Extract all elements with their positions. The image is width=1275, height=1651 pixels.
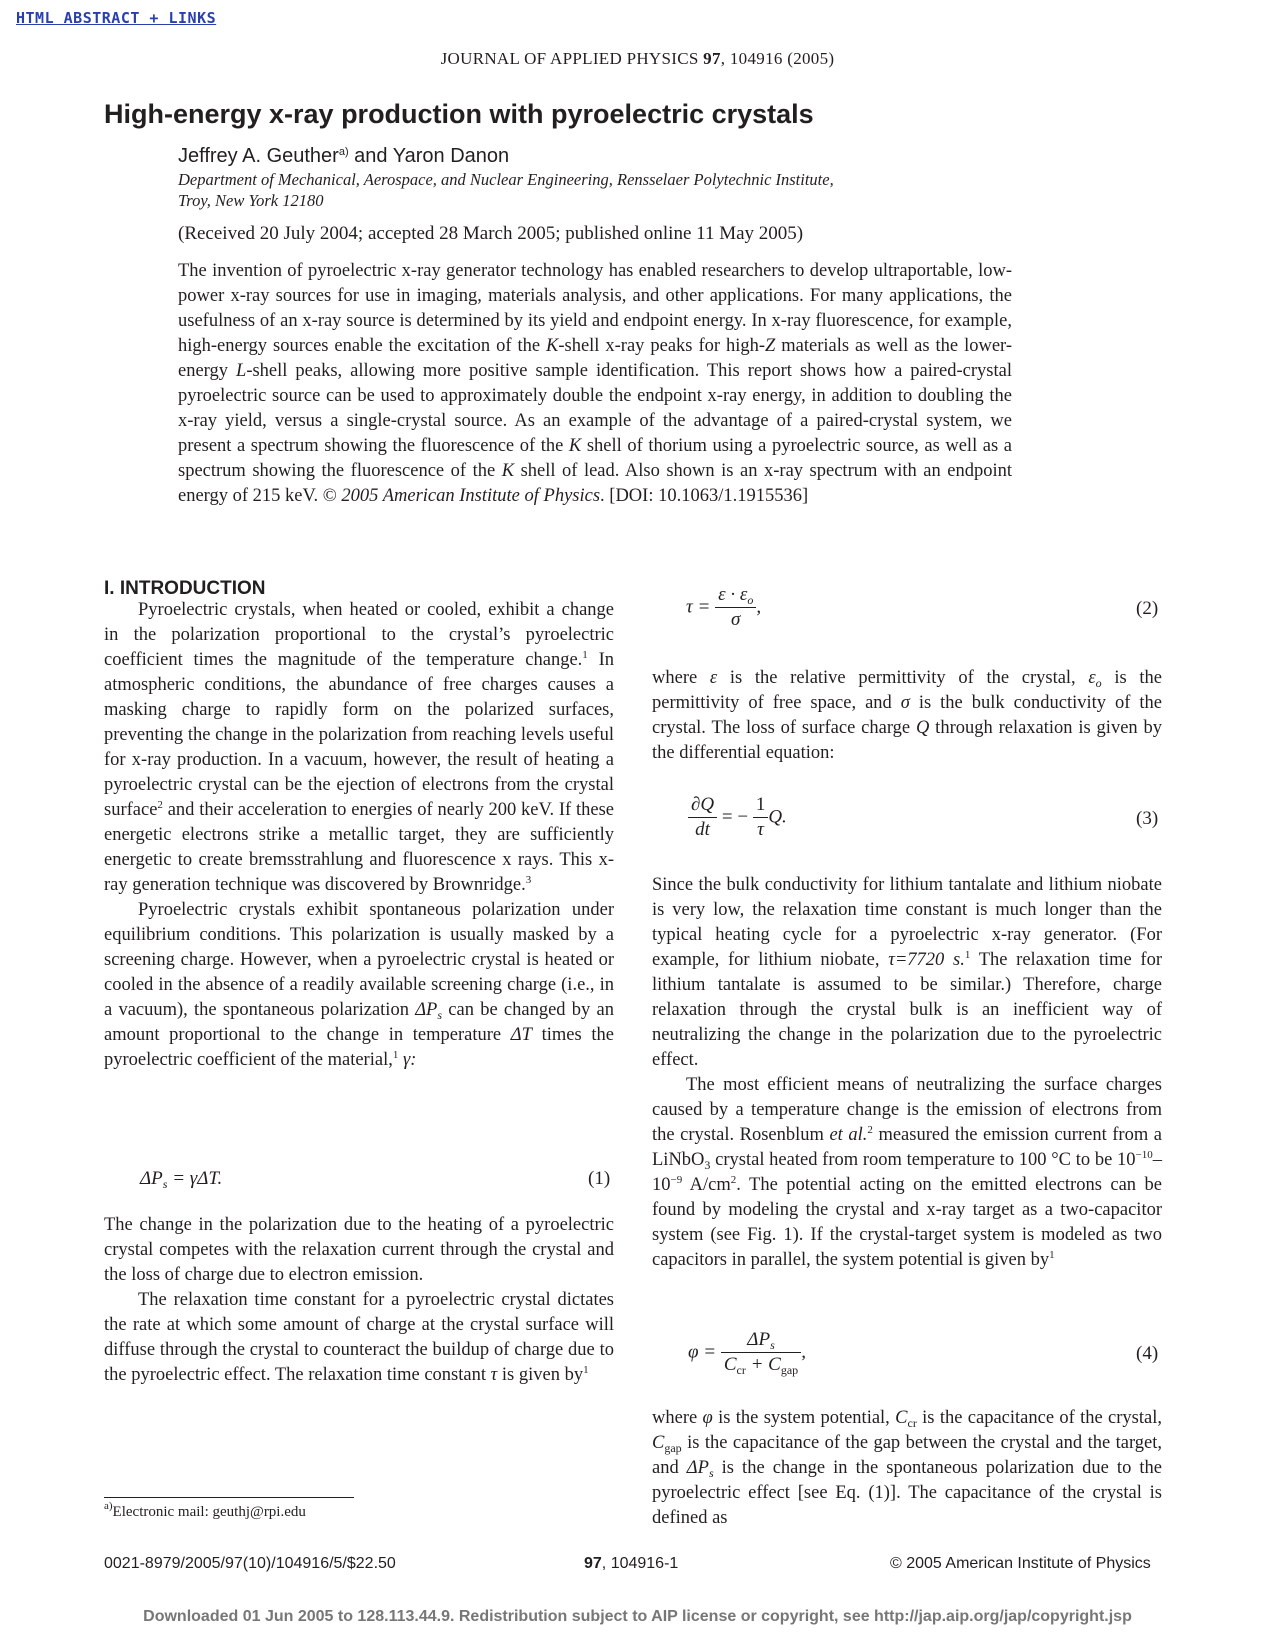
footnote-rule xyxy=(104,1497,354,1498)
equation-4: φ = $\frac{\Delta P_s}{C_{cr} + C_{gap}}$ , xyxy=(688,1329,806,1377)
author-1-mark: a) xyxy=(338,146,349,158)
equation-4-number: (4) xyxy=(1136,1343,1159,1364)
author-1: Jeffrey A. Geuther xyxy=(178,145,339,167)
right-column-para-2: Since the bulk conductivity for lithium tantalate and lithium niobate is very low, the relaxation time constant is much longer than the typical heating cycle for a pyroelectric x-ray generator. (For example, for lithium niobate, τ=7720 s.$^1$ The relaxation time for lithium tantalate is assumed to be similar.) Therefore, charge relaxation through the crystal bulk is an inefficient way of neutralizing the change in the polarization due to the pyroelectric effect. The most efficient means of neutralizing the surface charges caused by a temperature change is the emission of electrons from the crystal. Rosenblum et al.$^2$ measured the emission current from a LiNbO$_3$ crystal heated from room temperature to 100 °C to be $10^{-10}-10^{-9}$ $A/cm^2$. The potential acting on the emitted electrons can be found by modeling the crystal and x-ray target as a two-capacitor system (see Fig. 1). If the crystal-target system is modeled as two capacitors in parallel, the system potential is given $by^1$ xyxy=(652,875,1162,1270)
affiliation xyxy=(178,169,834,211)
abstract: The invention of pyroelectric x-ray generator technology has enabled researchers to develop ultraportable, low-power x-ray sources for use in imaging, materials analysis, and other applications. For many applications, the usefulness of an x-ray source is determined by its yield and endpoint energy. In x-ray fluorescence, for example, high-energy sources enable the excitation of the K-shell x-ray peaks for high-Z materials as well as the lower-energy L-shell peaks, allowing more positive sample identification. This report shows how a paired-crystal pyroelectric source can be used to approximately double the endpoint x-ray energy, in addition to doubling the x-ray yield, versus a single-crystal source. As an example of the advantage of a paired-crystal system, we present a spectrum showing the fluorescence of the K shell of thorium using a pyroelectric source, as well as a spectrum showing the fluorescence of the K shell of lead. Also shown is an x-ray spectrum with an endpoint energy of 215 keV. © 2005 American Institute of Physics. [DOI: 10.1063/1.1915536] xyxy=(178,261,1013,506)
paper-title: High-energy x-ray production with pyroelectric crystals xyxy=(104,99,814,129)
footer-issn: 0021-8979/2005/97(10)/104916/5/$22.50 xyxy=(104,1555,396,1572)
download-notice: Downloaded 01 Jun 2005 to 128.113.44.9. Redistribution subject to AIP license or copyright, see http://jap.aip.org/jap/copyright.jsp xyxy=(143,1608,1132,1625)
authors xyxy=(178,145,509,168)
equation-3-number: (3) xyxy=(1136,808,1159,829)
equation-2-number: (2) xyxy=(1136,598,1159,619)
received-dates: (Received 20 July 2004; accepted 28 March 2005; published online 11 May 2005) xyxy=(178,223,804,244)
journal-name: JOURNAL OF APPLIED PHYSICS xyxy=(440,49,699,68)
html-abstract-links[interactable]: HTML ABSTRACT + LINKS xyxy=(16,9,217,27)
affiliation-line-1: Department of Mechanical, Aerospace, and Nuclear Engineering, Rensselaer Polytechnic Institute, xyxy=(178,170,834,189)
left-column-para-1: Pyroelectric crystals, when heated or cooled, exhibit a change in the polarization proportional to the crystal’s pyroelectric coefficient times the magnitude of the temperature change.$^1$ In atmospheric conditions, the abundance of free charges causes a masking charge to rapidly form on the polarized surfaces, preventing the change in the polarization from reaching levels useful for x-ray production. In a vacuum, however, the result of heating a pyroelectric crystal can be the ejection of electrons from the crystal surface$^2$ and their acceleration to energies of nearly 200 keV. If these energetic electrons strike a metallic target, they are sufficiently energetic to create bremsstrahlung and fluorescence x rays. This x-ray generation technique was discovered by Brownridge.$^3$ Pyroelectric crystals exhibit spontaneous polarization under equilibrium conditions. This polarization is usually masked by a screening charge. However, when a pyroelectric crystal is heated or cooled in the absence of a readily available screening charge (i.e., in a vacuum), the spontaneous polarization $\Delta P_s$ can be changed by an amount proportional to the change in temperature ΔT times the pyroelectric coefficient of the material,$^1$ γ: xyxy=(104,600,614,1070)
section-heading-introduction: I. INTRODUCTION xyxy=(104,578,266,599)
equation-3: $\frac{\partial Q}{dt}$ = − $\frac{1}{\tau}$ Q. xyxy=(688,793,787,842)
equation-2: τ = $\frac{\varepsilon \cdot \varepsilon_o}{\sigma}$ , xyxy=(686,584,762,630)
author-2: and Yaron Danon xyxy=(348,145,510,167)
equation-1-number: (1) xyxy=(588,1168,611,1189)
right-column-para-3: where φ is the system potential, $C_{cr}$ is the capacitance of the crystal, $C_{gap}$ is the capacitance of the gap between the crystal and the target, and $\Delta P_s$ is the change in the spontaneous polarization due to the pyroelectric effect [see Eq. (1)]. The capacitance of the crystal is defined as xyxy=(652,1408,1162,1528)
equation-1: $\Delta P_s = \gamma\Delta T$. xyxy=(140,1168,223,1191)
journal-header xyxy=(0,49,1275,69)
journal-volume: 97 xyxy=(703,49,721,68)
left-column-para-3: The change in the polarization due to the heating of a pyroelectric crystal competes with the relaxation current through the crystal and the loss of charge due to electron emission. The relaxation time constant for a pyroelectric crystal dictates the rate at which some amount of charge at the crystal surface will diffuse through the crystal to counteract the buildup of charge due to the pyroelectric effect. The relaxation time constant τ is given $by^1$ xyxy=(104,1215,614,1385)
affiliation-line-2: Troy, New York 12180 xyxy=(178,191,324,210)
footnote: $^{a)}$Electronic mail: geuthj@rpi.edu xyxy=(104,1500,306,1520)
footer-page: 97, 104916-1 xyxy=(584,1555,679,1572)
footer-copyright: © 2005 American Institute of Physics xyxy=(890,1555,1151,1572)
journal-citation: , 104916 (2005) xyxy=(720,49,835,68)
right-column-para-1: where ε is the relative permittivity of the crystal, $\varepsilon_o$ is the permittivity of free space, and σ is the bulk conductivity of the crystal. The loss of surface charge Q through relaxation is given by the differential equation: xyxy=(652,668,1162,763)
